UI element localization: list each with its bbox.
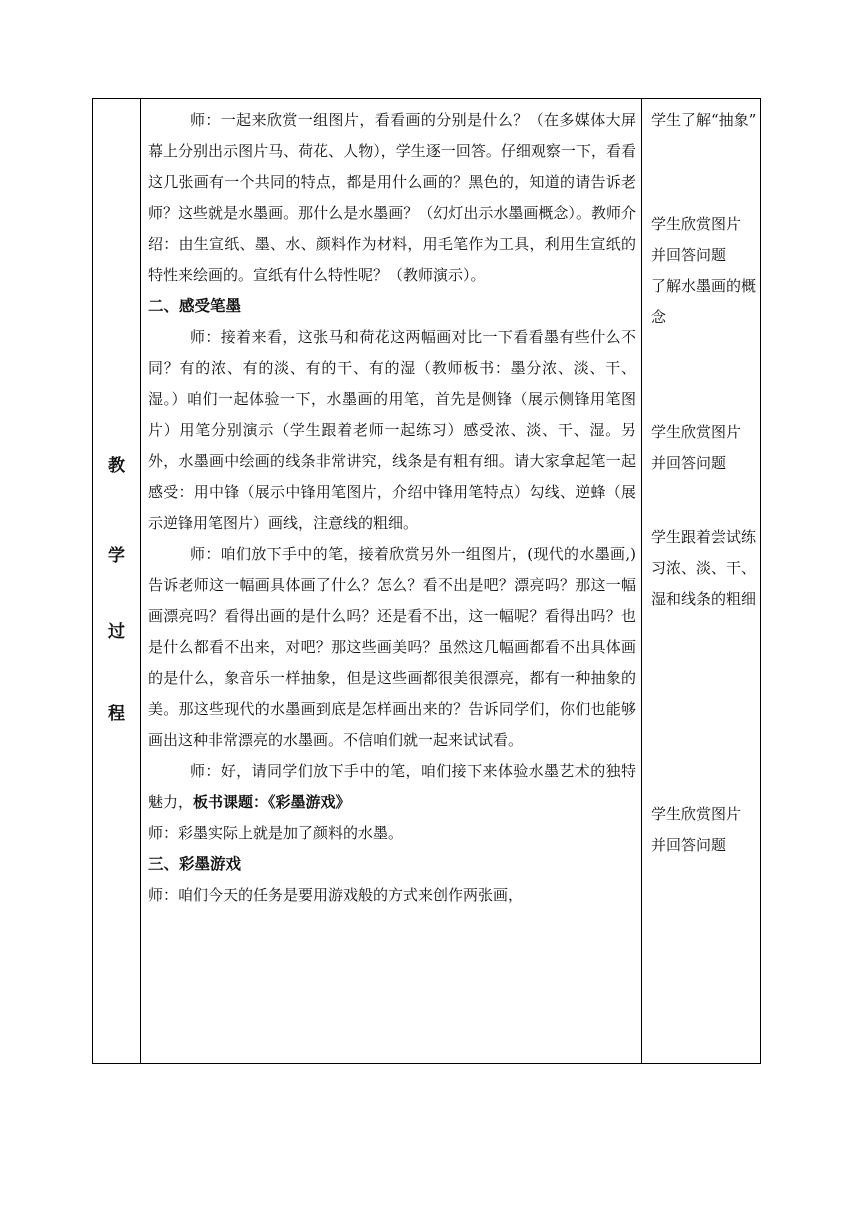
teaching-content [148,105,636,911]
stage-char: 程 [108,704,125,724]
student-activity-4 [651,522,757,615]
section-heading: 三、彩墨游戏 [148,855,242,873]
student-activity-3 [651,417,757,479]
stage-char: 教 [108,456,125,476]
paragraph: 师：接着来看，这张马和荷花这两幅画对比一下看看墨有些什么不同？有的浓、有的淡、有的干、有的湿（教师板书：墨分浓、淡、干、湿。）咱们一起体验一下，水墨画的用笔，首先是侧锋（展示侧锋用笔图片）用笔分别演示（学生跟着老师一起练习）感受浓、淡、干、湿。另外，水墨画中绘画的线条非常讲究，线条是有粗有细。请大家拿起笔一起感受：用中锋（展示中锋用笔图片，介绍中锋用笔特点）勾线、逆蜂（展示逆锋用笔图片）画线，注意线的粗细。 [148,328,636,532]
lesson-table [92,98,761,1064]
student-activity-2 [651,209,757,333]
stage-column [93,99,140,1063]
activity-text: 并回答问题 [651,836,727,854]
activity-text: 学生欣赏图片 [651,805,742,823]
activity-text: 并回答问题 [651,454,727,472]
column-divider [641,99,642,1063]
stage-char: 学 [108,546,125,566]
student-activity-5 [651,799,757,861]
paragraph-text: 师：好，请同学们放下手中的笔，咱们接下来体验水墨艺术的独特魅力， [148,762,636,811]
activity-text: 了解水墨画的概念 [651,277,757,326]
column-divider [140,99,141,1063]
activity-text: 学生跟着尝试练习浓、淡、干、湿和线条的粗细 [651,528,757,608]
paragraph: 师：咱们今天的任务是要用游戏般的方式来创作两张画， [148,886,524,904]
paragraph: 师：彩墨实际上就是加了颜料的水墨。 [148,824,404,842]
activity-text: 并回答问题 [651,246,727,264]
section-heading: 二、感受笔墨 [148,297,242,315]
activity-text: 学生了解“抽象” [651,111,757,129]
activity-text: 学生欣赏图片 [651,215,742,233]
board-title: 板书课题：《彩墨游戏》 [193,793,351,811]
paragraph: 师：一起来欣赏一组图片，看看画的分别是什么？（在多媒体大屏幕上分别出示图片马、荷花、人物），学生逐一回答。仔细观察一下，看看这几张画有一个共同的特点，都是用什么画的？黑色的，知道的请告诉老师？这些就是水墨画。那什么是水墨画？（幻灯出示水墨画概念）。教师介绍：由生宣纸、墨、水、颜料作为材料，用毛笔作为工具，利用生宣纸的特性来绘画的。宣纸有什么特性呢？（教师演示）。 [148,111,636,284]
student-activity-1 [651,105,757,136]
stage-char: 过 [108,622,125,642]
activity-text: 学生欣赏图片 [651,423,742,441]
paragraph [148,756,636,818]
paragraph: 师：咱们放下手中的笔，接着欣赏另外一组图片，(现代的水墨画,)告诉老师这一幅画具体画了什么？怎么？看不出是吧？漂亮吗？那这一幅画漂亮吗？看得出画的是什么吗？还是看不出，这一幅呢？看得出吗？也是什么都看不出来，对吧？那这些画美吗？虽然这几幅画都看不出具体画的是什么，象音乐一样抽象，但是这些画都很美很漂亮，都有一种抽象的美。那这些现代的水墨画到底是怎样画出来的？告诉同学们，你们也能够画出这种非常漂亮的水墨画。不信咱们就一起来试试看。 [148,545,636,749]
